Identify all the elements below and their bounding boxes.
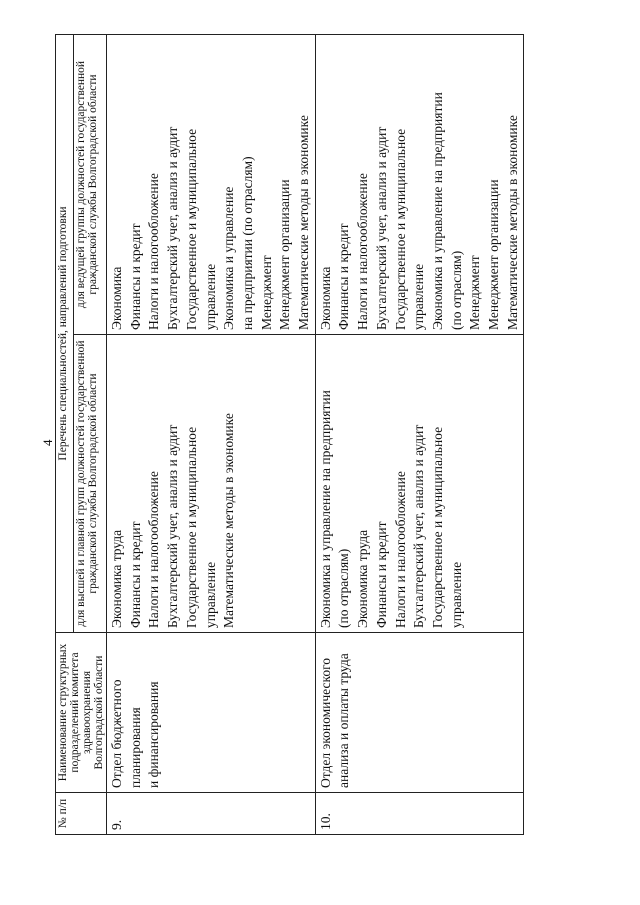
cell-line: управление	[411, 263, 427, 330]
rotated-page-content	[55, 35, 575, 835]
cell-line: Государственное и муниципальное	[183, 426, 199, 628]
cell-name	[315, 633, 524, 793]
cell-line: Экономика и управление	[221, 186, 237, 330]
cell-line: управление	[202, 561, 218, 628]
cell-line: и финансирования	[146, 681, 162, 788]
cell-line: Финансы и кредит	[127, 223, 143, 330]
cell-name	[107, 633, 316, 793]
cell-line: (по отраслям)	[448, 250, 464, 330]
header-lead: для ведущей группы должностей государственной гражданской службы Волгоградской области	[74, 35, 107, 335]
table-row	[107, 35, 316, 835]
cell-line: Налоги и налогообложение	[355, 173, 371, 330]
cell-line: Финансы и кредит	[336, 223, 352, 330]
cell-line: Налоги и налогообложение	[146, 173, 162, 330]
cell-line: Бухгалтерский учет, анализ и аудит	[165, 424, 181, 628]
cell-line: Математические методы в экономике	[296, 115, 312, 330]
header-name: Наименование структурных подразделений комитета здравоохранения Волгоградской области	[56, 633, 107, 793]
header-num: № п/п	[56, 793, 107, 835]
cell-lead	[315, 35, 524, 335]
cell-high	[315, 335, 524, 633]
cell-line: Менеджмент	[467, 255, 483, 330]
cell-line: Экономика труда	[109, 529, 124, 628]
cell-line: Менеджмент	[258, 255, 274, 330]
cell-line: Отдел экономического	[317, 657, 333, 788]
cell-line: (по отраслям)	[336, 548, 352, 628]
page-number: 4	[40, 439, 55, 446]
cell-line: Государственное и муниципальное	[429, 426, 445, 628]
row-number: 9.	[107, 793, 316, 835]
cell-line: Отдел бюджетного	[109, 679, 124, 788]
cell-line: Бухгалтерский учет, анализ и аудит	[165, 126, 181, 330]
cell-line: Бухгалтерский учет, анализ и аудит	[373, 126, 389, 330]
header-high: для высшей и главной групп должностей государственной гражданской службы Волгоградской области	[74, 335, 107, 633]
row-number: 10.	[315, 793, 524, 835]
cell-line: Бухгалтерский учет, анализ и аудит	[411, 424, 427, 628]
specialties-table	[55, 34, 524, 835]
cell-line: Математические методы в экономике	[221, 413, 237, 628]
table-header-row-1	[56, 35, 74, 835]
cell-line: Государственное и муниципальное	[183, 128, 199, 330]
cell-line: управление	[448, 561, 464, 628]
cell-line: Экономика	[317, 266, 333, 330]
cell-high	[107, 335, 316, 633]
cell-line: Налоги и налогообложение	[146, 471, 162, 628]
cell-lead	[107, 35, 316, 335]
cell-line: управление	[202, 263, 218, 330]
cell-line: Государственное и муниципальное	[392, 128, 408, 330]
cell-line: Финансы и кредит	[373, 521, 389, 628]
cell-line: Финансы и кредит	[127, 521, 143, 628]
cell-line: Математические методы в экономике	[504, 115, 520, 330]
cell-line: Менеджмент организации	[277, 179, 293, 330]
header-group: Перечень специальностей, направлений подготовки	[56, 35, 74, 633]
cell-line: анализа и оплаты труда	[336, 653, 352, 788]
cell-line: планирования	[127, 707, 143, 788]
cell-line: Менеджмент организации	[486, 179, 502, 330]
cell-line: Экономика	[109, 266, 124, 330]
cell-line: Налоги и налогообложение	[392, 471, 408, 628]
cell-line: Экономика труда	[355, 529, 371, 628]
cell-line: на предприятии (по отраслям)	[239, 156, 255, 330]
table-row	[315, 35, 524, 835]
cell-line: Экономика и управление на предприятии	[317, 390, 333, 628]
cell-line: Экономика и управление на предприятии	[429, 92, 445, 330]
